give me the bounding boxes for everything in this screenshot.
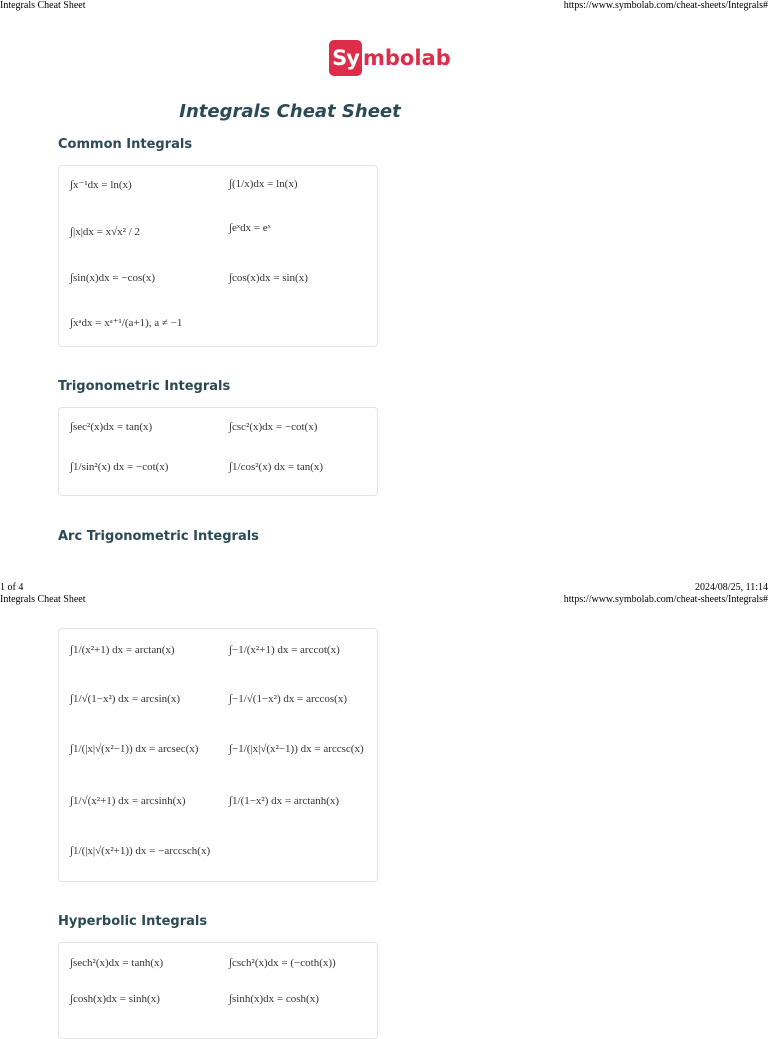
formula: ∫1/(x²+1) dx = arctan(x) [70, 644, 175, 656]
formula: ∫(1/x)dx = ln(x) [229, 178, 298, 190]
print-header-url: https://www.symbolab.com/cheat-sheets/Integrals# [563, 0, 768, 11]
formula: ∫sec²(x)dx = tan(x) [70, 421, 153, 433]
print-timestamp: 2024/08/25, 11:14 [695, 582, 768, 593]
formula: ∫1/√(x²+1) dx = arcsinh(x) [70, 795, 186, 807]
formula: ∫eˣdx = eˣ [229, 222, 271, 234]
formula: ∫1/(1−x²) dx = arctanh(x) [229, 795, 340, 807]
formula: ∫xᵃdx = xᵃ⁺¹/(a+1), a ≠ −1 [70, 317, 183, 329]
page-title: Integrals Cheat Sheet [179, 101, 401, 122]
formula-card-hyperbolic [58, 942, 378, 1039]
formula: ∫1/(|x|√(x²+1)) dx = −arccsch(x) [70, 845, 211, 857]
formula-card-common [58, 165, 378, 347]
formula: ∫1/sin²(x) dx = −cot(x) [70, 461, 169, 473]
formula: ∫csc²(x)dx = −cot(x) [229, 421, 318, 433]
print-header-title: Integrals Cheat Sheet [0, 0, 86, 11]
logo-badge: Sy [329, 40, 362, 76]
print-header-url: https://www.symbolab.com/cheat-sheets/Integrals# [563, 594, 768, 605]
symbolab-logo[interactable] [329, 39, 451, 76]
formula: ∫cos(x)dx = sin(x) [229, 272, 308, 284]
formula: ∫sin(x)dx = −cos(x) [70, 272, 156, 284]
formula: ∫cosh(x)dx = sinh(x) [70, 993, 160, 1005]
formula-card-arc [58, 628, 378, 882]
formula: ∫−1/(|x|√(x²−1)) dx = arccsc(x) [229, 743, 364, 755]
page-count: 1 of 4 [0, 582, 24, 593]
formula: ∫sech²(x)dx = tanh(x) [70, 957, 164, 969]
section-heading-arc: Arc Trigonometric Integrals [58, 529, 259, 544]
formula: ∫x⁻¹dx = ln(x) [70, 179, 132, 191]
formula: ∫−1/√(1−x²) dx = arccos(x) [229, 693, 348, 705]
formula: ∫csch²(x)dx = (−coth(x)) [229, 957, 336, 969]
print-header-title: Integrals Cheat Sheet [0, 594, 86, 605]
section-heading-hyperbolic: Hyperbolic Integrals [58, 914, 208, 929]
formula: ∫|x|dx = x√x² / 2 [70, 226, 141, 238]
formula-card-trig [58, 407, 378, 496]
section-heading-trig: Trigonometric Integrals [58, 379, 231, 394]
formula: ∫sinh(x)dx = cosh(x) [229, 993, 319, 1005]
formula: ∫1/√(1−x²) dx = arcsin(x) [70, 693, 180, 705]
section-heading-common: Common Integrals [58, 137, 193, 152]
formula: ∫1/(|x|√(x²−1)) dx = arcsec(x) [70, 743, 199, 755]
formula: ∫−1/(x²+1) dx = arccot(x) [229, 644, 340, 656]
logo-text: mbolab [363, 45, 451, 70]
formula: ∫1/cos²(x) dx = tan(x) [229, 461, 324, 473]
